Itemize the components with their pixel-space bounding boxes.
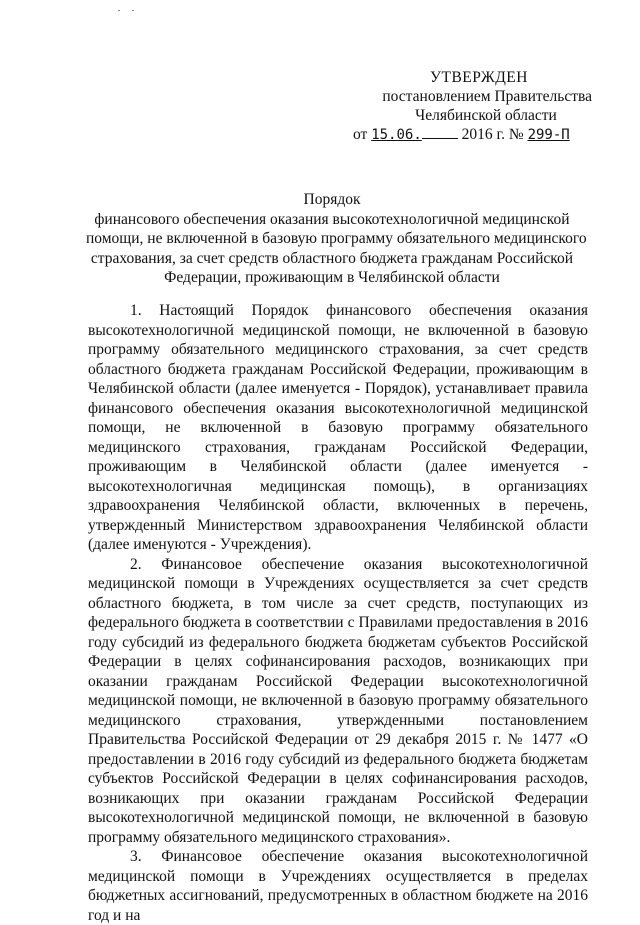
approval-number: 299-П (527, 127, 570, 143)
title-line: финансового обеспечения оказания высокотехнологичной медицинской (94, 210, 570, 228)
paragraph-3: 3. Финансовое обеспечение оказания высокотехнологичной медицинской помощи в Учреждениях осуществляется в пределах бюджетных ассигнований, предусмотренных в областном бюджете на 2016 год и на (88, 848, 588, 924)
document-title (86, 190, 587, 288)
date-prefix: от (353, 126, 368, 143)
date-underline (422, 126, 458, 139)
approval-stamp (353, 68, 592, 145)
paragraph-1: 1. Настоящий Порядок финансового обеспечения оказания высокотехнологичной медицинской помощи, не включенной в базовую программу обязательного медицинского страхования, за счет средств областного бюджета гражданам Российской Федерации, проживающим в Челябинской области (далее именуется - Порядок), устанавливает правила финансового обеспечения оказания высокотехнологичной медицинской помощи, не включенной в базовую программу обязательного медицинского страхования, гражданам Российской Федерации, проживающим в Челябинской области (далее именуется - высокотехнологичная медицинская помощь), в организациях здравоохранения Челябинской области, включенных в перечень, утвержденный Министерством здравоохранения Челябинской области (далее именуются - Учреждения). (88, 302, 588, 553)
year-number-label: 2016 г. № (461, 126, 524, 143)
approval-line-1: постановлением Правительства (382, 88, 592, 105)
title-line: помощи, не включенной в базовую программу обязательного медицинского (86, 230, 587, 247)
document-body (88, 301, 588, 925)
approval-date-line (353, 125, 592, 145)
scan-artifact (132, 10, 134, 11)
approval-date: 15.06. (371, 127, 422, 143)
approval-line-2: Челябинской области (415, 107, 557, 124)
title-line: Федерации, проживающим в Челябинской области (164, 269, 500, 286)
title-line: Порядок (303, 191, 361, 208)
title-line: страхования, за счет средств областного бюджета гражданам Российской (90, 249, 574, 267)
approval-title: УТВЕРЖДЕН (430, 69, 528, 86)
paragraph-2: 2. Финансовое обеспечение оказания высокотехнологичной медицинской помощи в Учреждениях осуществляется за счет средств областного бюджета, в том числе за счет средств, поступающих из федерального бюджета в соответствии с Правилами предоставления в 2016 году субсидий из федерального бюджета бюджетам субъектов Российской Федерации в целях софинансирования расходов, возникающих при оказании гражданам Российской Федерации высокотехнологичной медицинской помощи, не включенной в базовую программу обязательного медицинского страхования, утвержденными постановлением Правительства Российской Федерации от 29 декабря 2015 г. № 1477 «О предоставлении в 2016 году субсидий из федерального бюджета бюджетам субъектов Российской Федерации в целях софинансирования расходов, возникающих при оказании гражданам Российской Федерации высокотехнологичной медицинской помощи, не включенной в базовую программу обязательного медицинского страхования». (88, 555, 588, 846)
scan-artifact (118, 10, 120, 11)
